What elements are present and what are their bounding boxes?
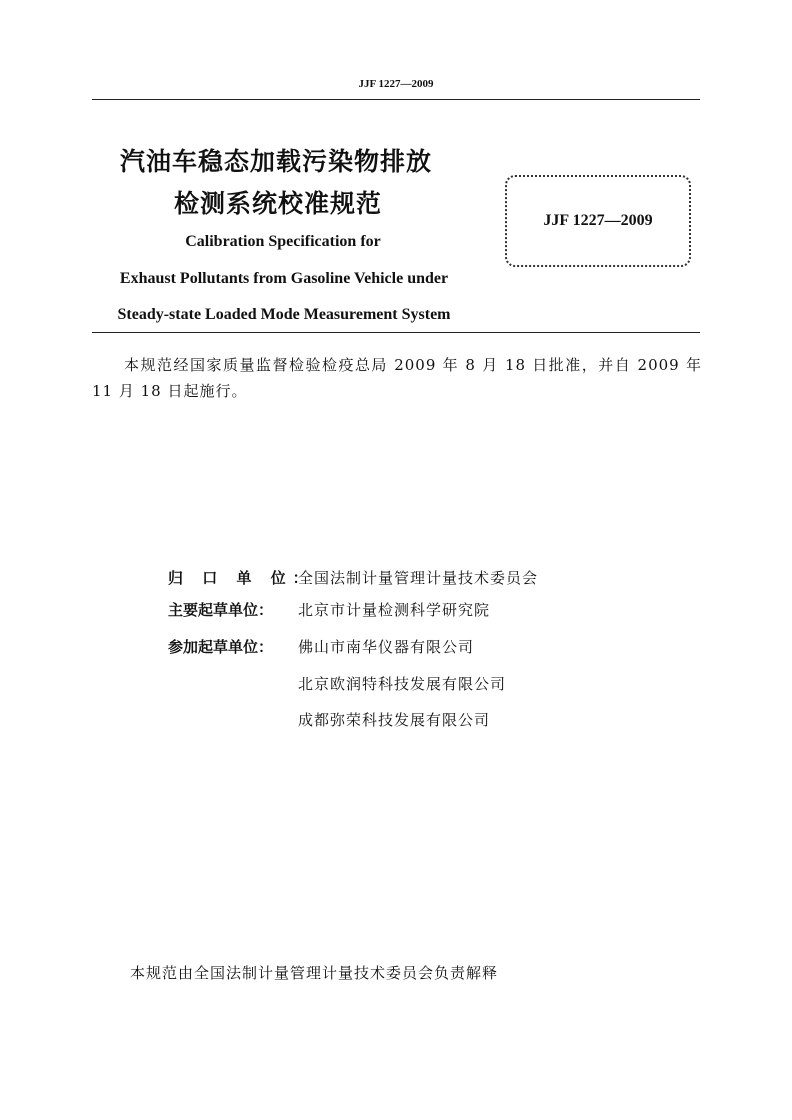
org-row-participating [168, 637, 474, 657]
middle-divider [92, 332, 700, 333]
main-drafting-value: 北京市计量检测科学研究院 [298, 601, 491, 619]
code-box-text: JJF 1227—2009 [543, 212, 653, 229]
org-row-responsible [168, 568, 538, 588]
org-row-participating-2 [298, 674, 506, 694]
title-en-line1: Calibration Specification for [185, 233, 381, 250]
top-divider [92, 99, 700, 100]
main-drafting-label: 主要起草单位： [168, 601, 274, 619]
title-en-line3: Steady-state Loaded Mode Measurement System [117, 306, 451, 323]
org-row-participating-3 [298, 710, 490, 730]
approval-statement: 本规范经国家质量监督检验检疫总局 2009 年 8 月 18 日批准，并自 2009 年 11 月 18 日起施行。 [92, 356, 702, 400]
participating-value-3: 成都弥荣科技发展有限公司 [298, 711, 491, 729]
responsible-value: 全国法制计量管理计量技术委员会 [298, 569, 539, 587]
participating-value-2: 北京欧润特科技发展有限公司 [298, 675, 507, 693]
participating-label: 参加起草单位： [168, 638, 274, 656]
code-box [505, 175, 691, 267]
title-cn-line1: 汽油车稳态加载污染物排放 [120, 147, 433, 176]
participating-value-1: 佛山市南华仪器有限公司 [298, 638, 475, 656]
footer-note: 本规范由全国法制计量管理计量技术委员会负责解释 [130, 964, 499, 982]
title-cn-line2: 检测系统校准规范 [174, 189, 383, 218]
header-code: JJF 1227—2009 [358, 78, 434, 90]
org-row-main-drafting [168, 600, 490, 620]
responsible-label: 归 口 单 位： [168, 569, 315, 587]
title-en-line2: Exhaust Pollutants from Gasoline Vehicle under [119, 270, 449, 287]
